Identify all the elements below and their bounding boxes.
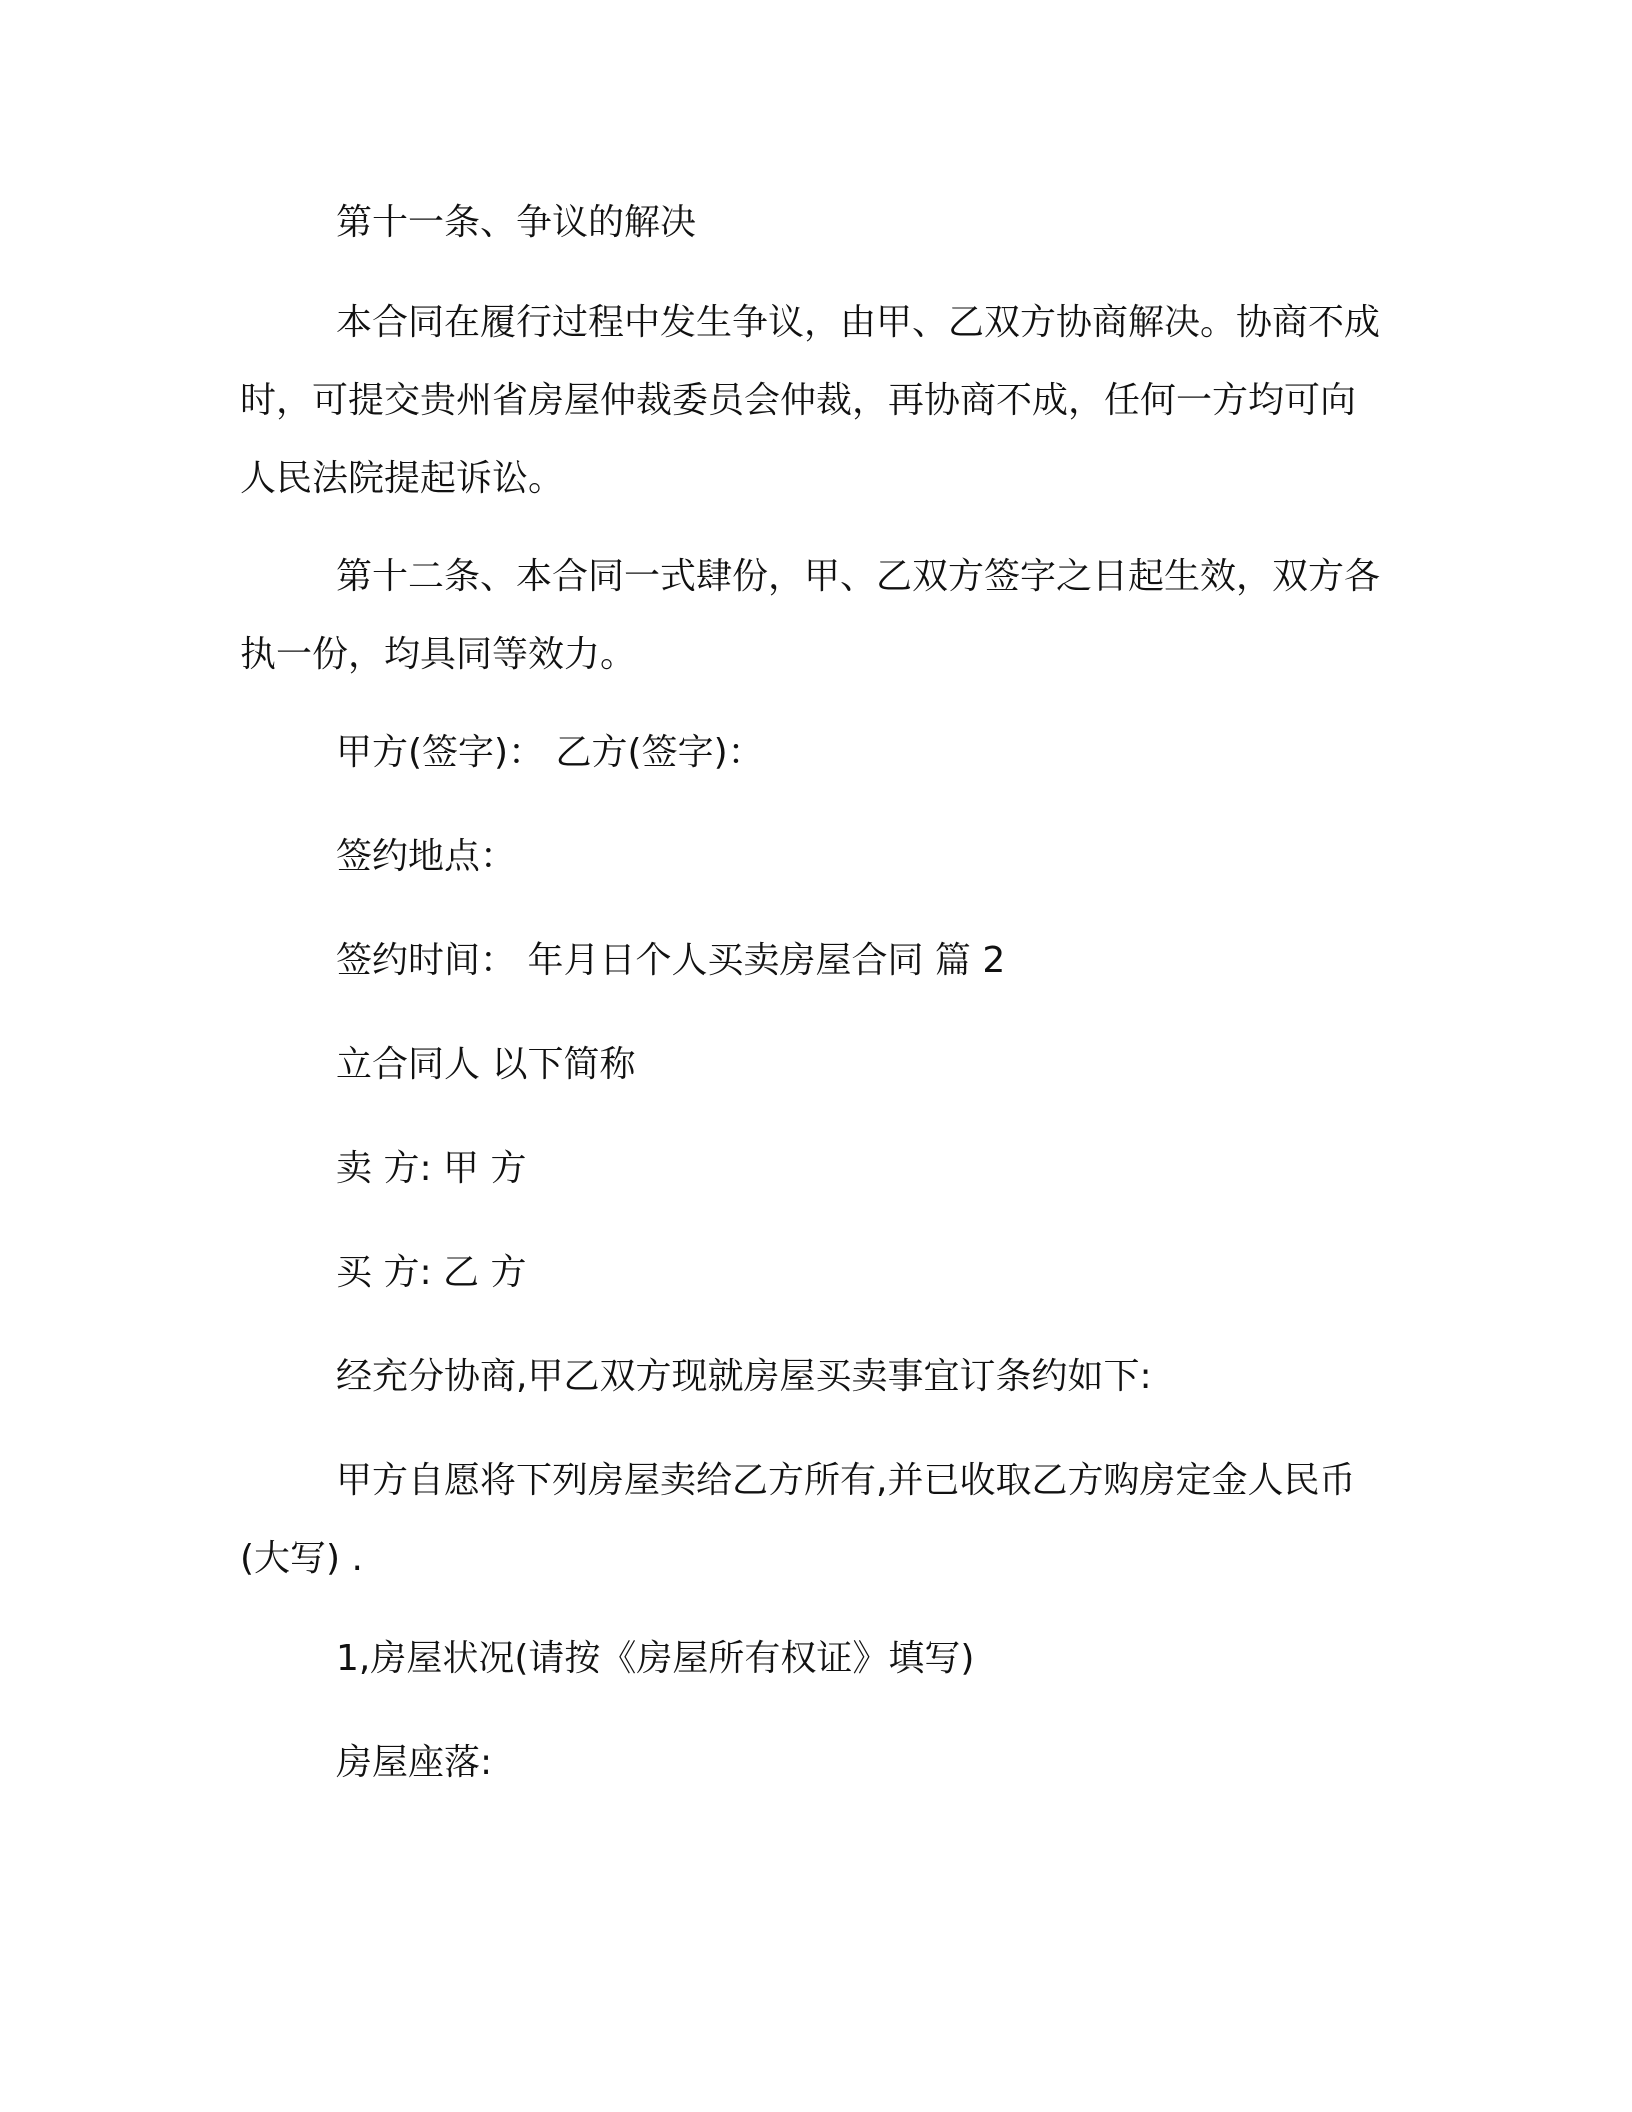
article-11-body: 本合同在履行过程中发生争议，由甲、乙双方协商解决。协商不成时，可提交贵州省房屋仲裁委员会仲裁，再协商不成，任何一方均可向人民法院提起诉讼。 [240,302,1381,499]
deposit-clause: 甲方自愿将下列房屋卖给乙方所有,并已收取乙方购房定金人民币(大写) . [240,1460,1356,1579]
article-12-body: 第十二条、本合同一式肆份，甲、乙双方签字之日起生效，双方各执一份，均具同等效力。 [240,556,1381,675]
signature-line: 甲方(签字)： 乙方(签字)： [336,732,764,773]
house-location-label: 房屋座落: [336,1742,493,1783]
house-status-heading: 1,房屋状况(请按《房屋所有权证》填写) [336,1638,975,1679]
signing-place: 签约地点： [336,836,517,877]
signing-time: 签约时间： 年月日个人买卖房屋合同 篇 2 [336,940,1006,981]
article-11-heading: 第十一条、争议的解决 [336,202,697,243]
contract-parties-heading: 立合同人 以下简称 [336,1044,636,1085]
seller-line: 卖 方: 甲 方 [336,1148,527,1189]
agreement-intro: 经充分协商,甲乙双方现就房屋买卖事宜订条约如下: [336,1356,1152,1397]
buyer-line: 买 方: 乙 方 [336,1252,527,1293]
